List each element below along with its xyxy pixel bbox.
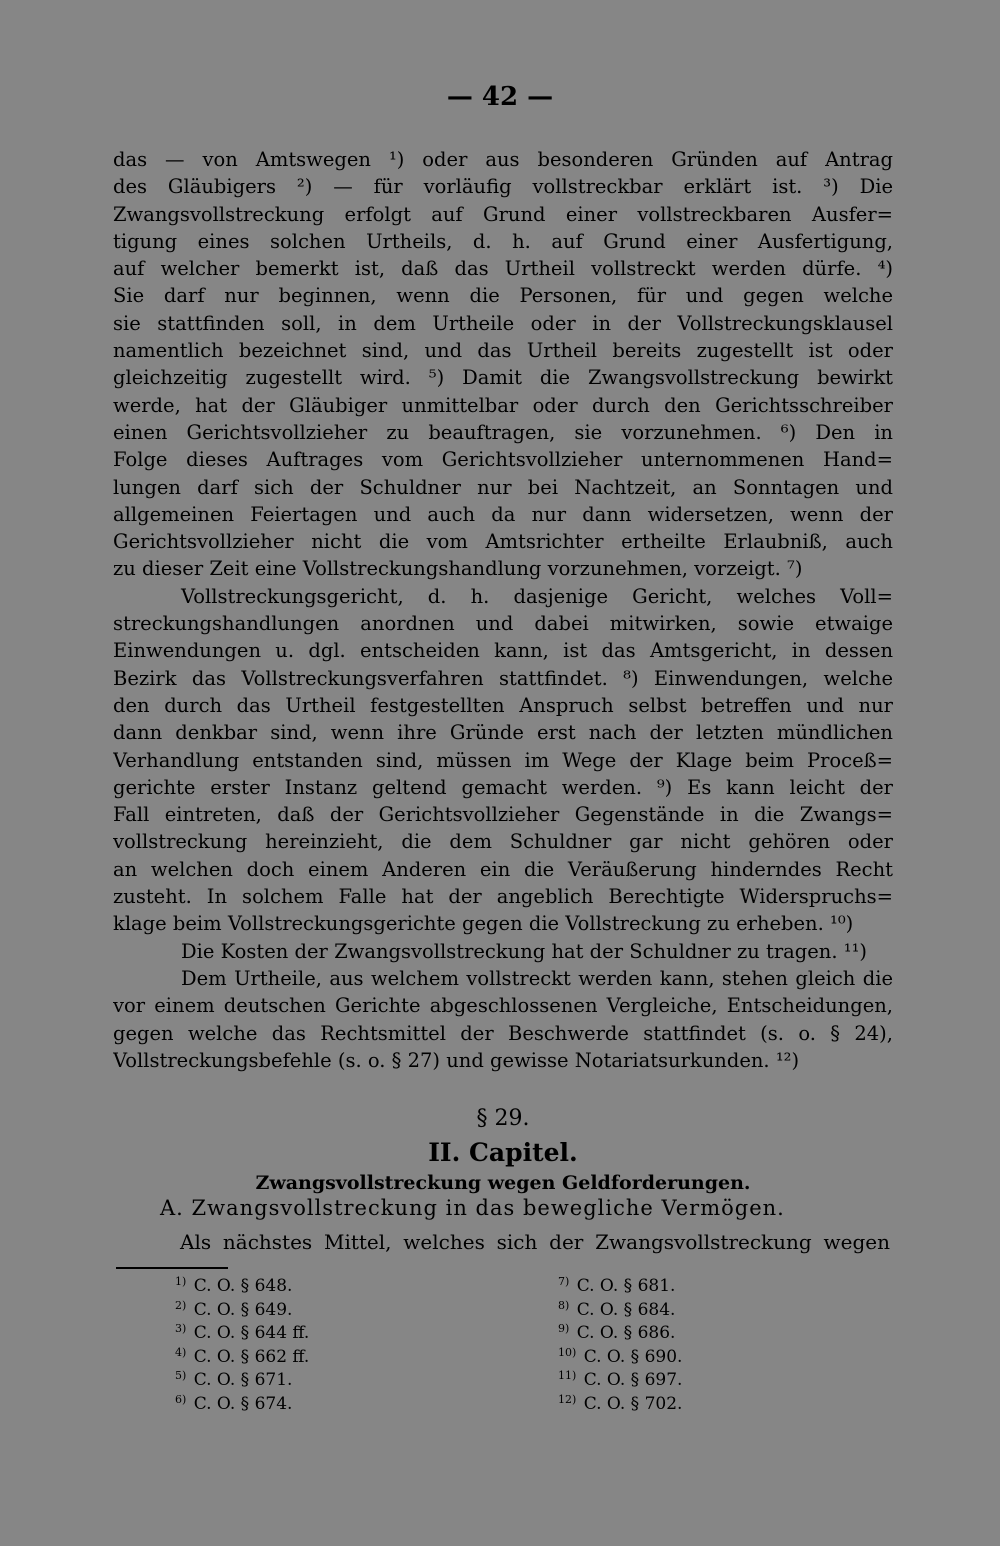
text-line: an welchen doch einem Anderen ein die Veräußerung hinderndes Recht <box>113 857 893 881</box>
footnote-text: C. O. § 649. <box>193 1299 293 1320</box>
body-text <box>113 146 893 1074</box>
footnote-text: C. O. § 648. <box>193 1276 293 1296</box>
footnote-text: C. O. § 690. <box>583 1346 683 1367</box>
text-line: Fall eintreten, daß der Gerichtsvollzieher Gegenstände in die Zwangs= <box>113 803 893 827</box>
footnote <box>558 1369 682 1393</box>
footnote <box>175 1346 309 1370</box>
paragraph-start: Als nächstes Mittel, welches sich der Zwangsvollstreckung wegen <box>180 1230 890 1254</box>
text-line: einen Gerichtsvollzieher zu beauftragen, sie vorzunehmen. ⁶) Den in <box>113 420 893 444</box>
footnote-text: C. O. § 662 ff. <box>193 1346 310 1367</box>
footnote-mark: 3) <box>175 1322 187 1335</box>
text-line: Vollstreckungsbefehle (s. o. § 27) und gewisse Notariatsurkunden. ¹²) <box>113 1048 800 1072</box>
footnote <box>558 1393 682 1417</box>
text-line: Zwangsvollstreckung erfolgt auf Grund einer vollstreckbaren Ausfer= <box>113 202 893 226</box>
footnote-mark: 4) <box>175 1345 187 1359</box>
text-line: namentlich bezeichnet sind, und das Urtheil bereits zugestellt ist oder <box>113 339 893 363</box>
footnote <box>558 1275 682 1299</box>
footnote <box>175 1275 309 1299</box>
footnote-mark: 2) <box>175 1298 187 1312</box>
page-number: — 42 — <box>446 82 554 112</box>
footnote-text: C. O. § 671. <box>193 1370 293 1390</box>
text-line: gegen welche das Rechtsmittel der Beschwerde stattfindet (s. o. § 24), <box>113 1021 893 1045</box>
footnotes-left-column <box>175 1275 309 1416</box>
footnote-text: C. O. § 686. <box>576 1323 676 1343</box>
footnote-mark: 7) <box>558 1275 570 1288</box>
footnote <box>558 1346 682 1370</box>
footnotes-right-column <box>558 1275 682 1416</box>
text-line: sie stattfinden soll, in dem Urtheile oder in der Vollstreckungsklausel <box>113 311 893 335</box>
text-line: auf welcher bemerkt ist, daß das Urtheil vollstreckt werden dürfe. ⁴) <box>113 257 893 281</box>
footnote <box>558 1322 682 1346</box>
footnote-mark: 12) <box>558 1392 577 1406</box>
footnote-text: C. O. § 681. <box>576 1276 676 1296</box>
section-heading: § 29. <box>476 1106 530 1131</box>
text-line: Dem Urtheile, aus welchem vollstreckt werden kann, stehen gleich die <box>181 966 893 990</box>
text-line: klage beim Vollstreckungsgerichte gegen die Vollstreckung zu erheben. ¹⁰) <box>113 912 854 936</box>
footnote-divider <box>116 1267 228 1269</box>
footnote-text: C. O. § 697. <box>583 1370 683 1390</box>
text-line: dann denkbar sind, wenn ihre Gründe erst nach der letzten mündlichen <box>113 721 893 745</box>
footnote-mark: 11) <box>558 1369 577 1382</box>
footnote <box>175 1369 309 1393</box>
text-line: vor einem deutschen Gerichte abgeschlossenen Vergleiche, Entscheidungen, <box>113 994 893 1018</box>
footnote <box>175 1299 309 1323</box>
text-line: zu dieser Zeit eine Vollstreckungshandlung vorzunehmen, vorzeigt. ⁷) <box>113 557 803 581</box>
text-line: gerichte erster Instanz geltend gemacht werden. ⁹) Es kann leicht der <box>113 775 893 799</box>
text-line: lungen darf sich der Schuldner nur bei Nachtzeit, an Sonntagen und <box>113 475 893 499</box>
footnote <box>175 1322 309 1346</box>
footnote-mark: 5) <box>175 1369 187 1382</box>
text-line: das — von Amtswegen ¹) oder aus besonderen Gründen auf Antrag <box>113 148 893 171</box>
chapter-subtitle: Zwangsvollstreckung wegen Geldforderungen. <box>255 1172 751 1194</box>
chapter-heading: II. Capitel. <box>428 1138 578 1167</box>
subsection-heading: A. Zwangsvollstreckung in das bewegliche Vermögen. <box>160 1196 785 1220</box>
footnote-text: C. O. § 674. <box>193 1393 293 1414</box>
text-line: Die Kosten der Zwangsvollstreckung hat der Schuldner zu tragen. ¹¹) <box>181 939 867 963</box>
text-line: Bezirk das Vollstreckungsverfahren stattfindet. ⁸) Einwendungen, welche <box>113 666 893 690</box>
text-line: tigung eines solchen Urtheils, d. h. auf Grund einer Ausfertigung, <box>113 229 893 253</box>
text-line: Gerichtsvollzieher nicht die vom Amtsrichter ertheilte Erlaubniß, auch <box>113 530 893 554</box>
footnote <box>175 1393 309 1417</box>
text-line: des Gläubigers ²) — für vorläufig vollstreckbar erklärt ist. ³) Die <box>113 175 893 199</box>
footnote-text: C. O. § 644 ff. <box>193 1323 310 1343</box>
footnote-mark: 1) <box>175 1275 187 1288</box>
text-line: Sie darf nur beginnen, wenn die Personen, für und gegen welche <box>113 284 893 308</box>
footnote-mark: 8) <box>558 1298 570 1312</box>
footnote-mark: 6) <box>175 1392 187 1406</box>
footnote <box>558 1299 682 1323</box>
text-line: streckungshandlungen anordnen und dabei mitwirken, sowie etwaige <box>113 612 893 636</box>
text-line: Einwendungen u. dgl. entscheiden kann, ist das Amtsgericht, in dessen <box>113 639 893 663</box>
text-line: vollstreckung hereinzieht, die dem Schuldner gar nicht gehören oder <box>113 830 893 854</box>
footnote-text: C. O. § 684. <box>576 1299 676 1320</box>
footnote-mark: 9) <box>558 1322 570 1335</box>
text-line: allgemeinen Feiertagen und auch da nur dann widersetzen, wenn der <box>113 502 893 526</box>
footnote-mark: 10) <box>558 1345 577 1359</box>
footnote-text: C. O. § 702. <box>583 1393 683 1414</box>
text-line: werde, hat der Gläubiger unmittelbar oder durch den Gerichtsschreiber <box>113 393 893 417</box>
text-line: zusteht. In solchem Falle hat der angeblich Berechtigte Widerspruchs= <box>113 885 893 909</box>
text-line: den durch das Urtheil festgestellten Anspruch selbst betreffen und nur <box>113 693 893 717</box>
text-line: Vollstreckungsgericht, d. h. dasjenige Gericht, welches Voll= <box>181 584 893 608</box>
text-line: Folge dieses Auftrages vom Gerichtsvollzieher unternommenen Hand= <box>113 448 893 472</box>
text-line: Verhandlung entstanden sind, müssen im Wege der Klage beim Proceß= <box>113 748 893 772</box>
text-line: gleichzeitig zugestellt wird. ⁵) Damit die Zwangsvollstreckung bewirkt <box>113 366 893 390</box>
